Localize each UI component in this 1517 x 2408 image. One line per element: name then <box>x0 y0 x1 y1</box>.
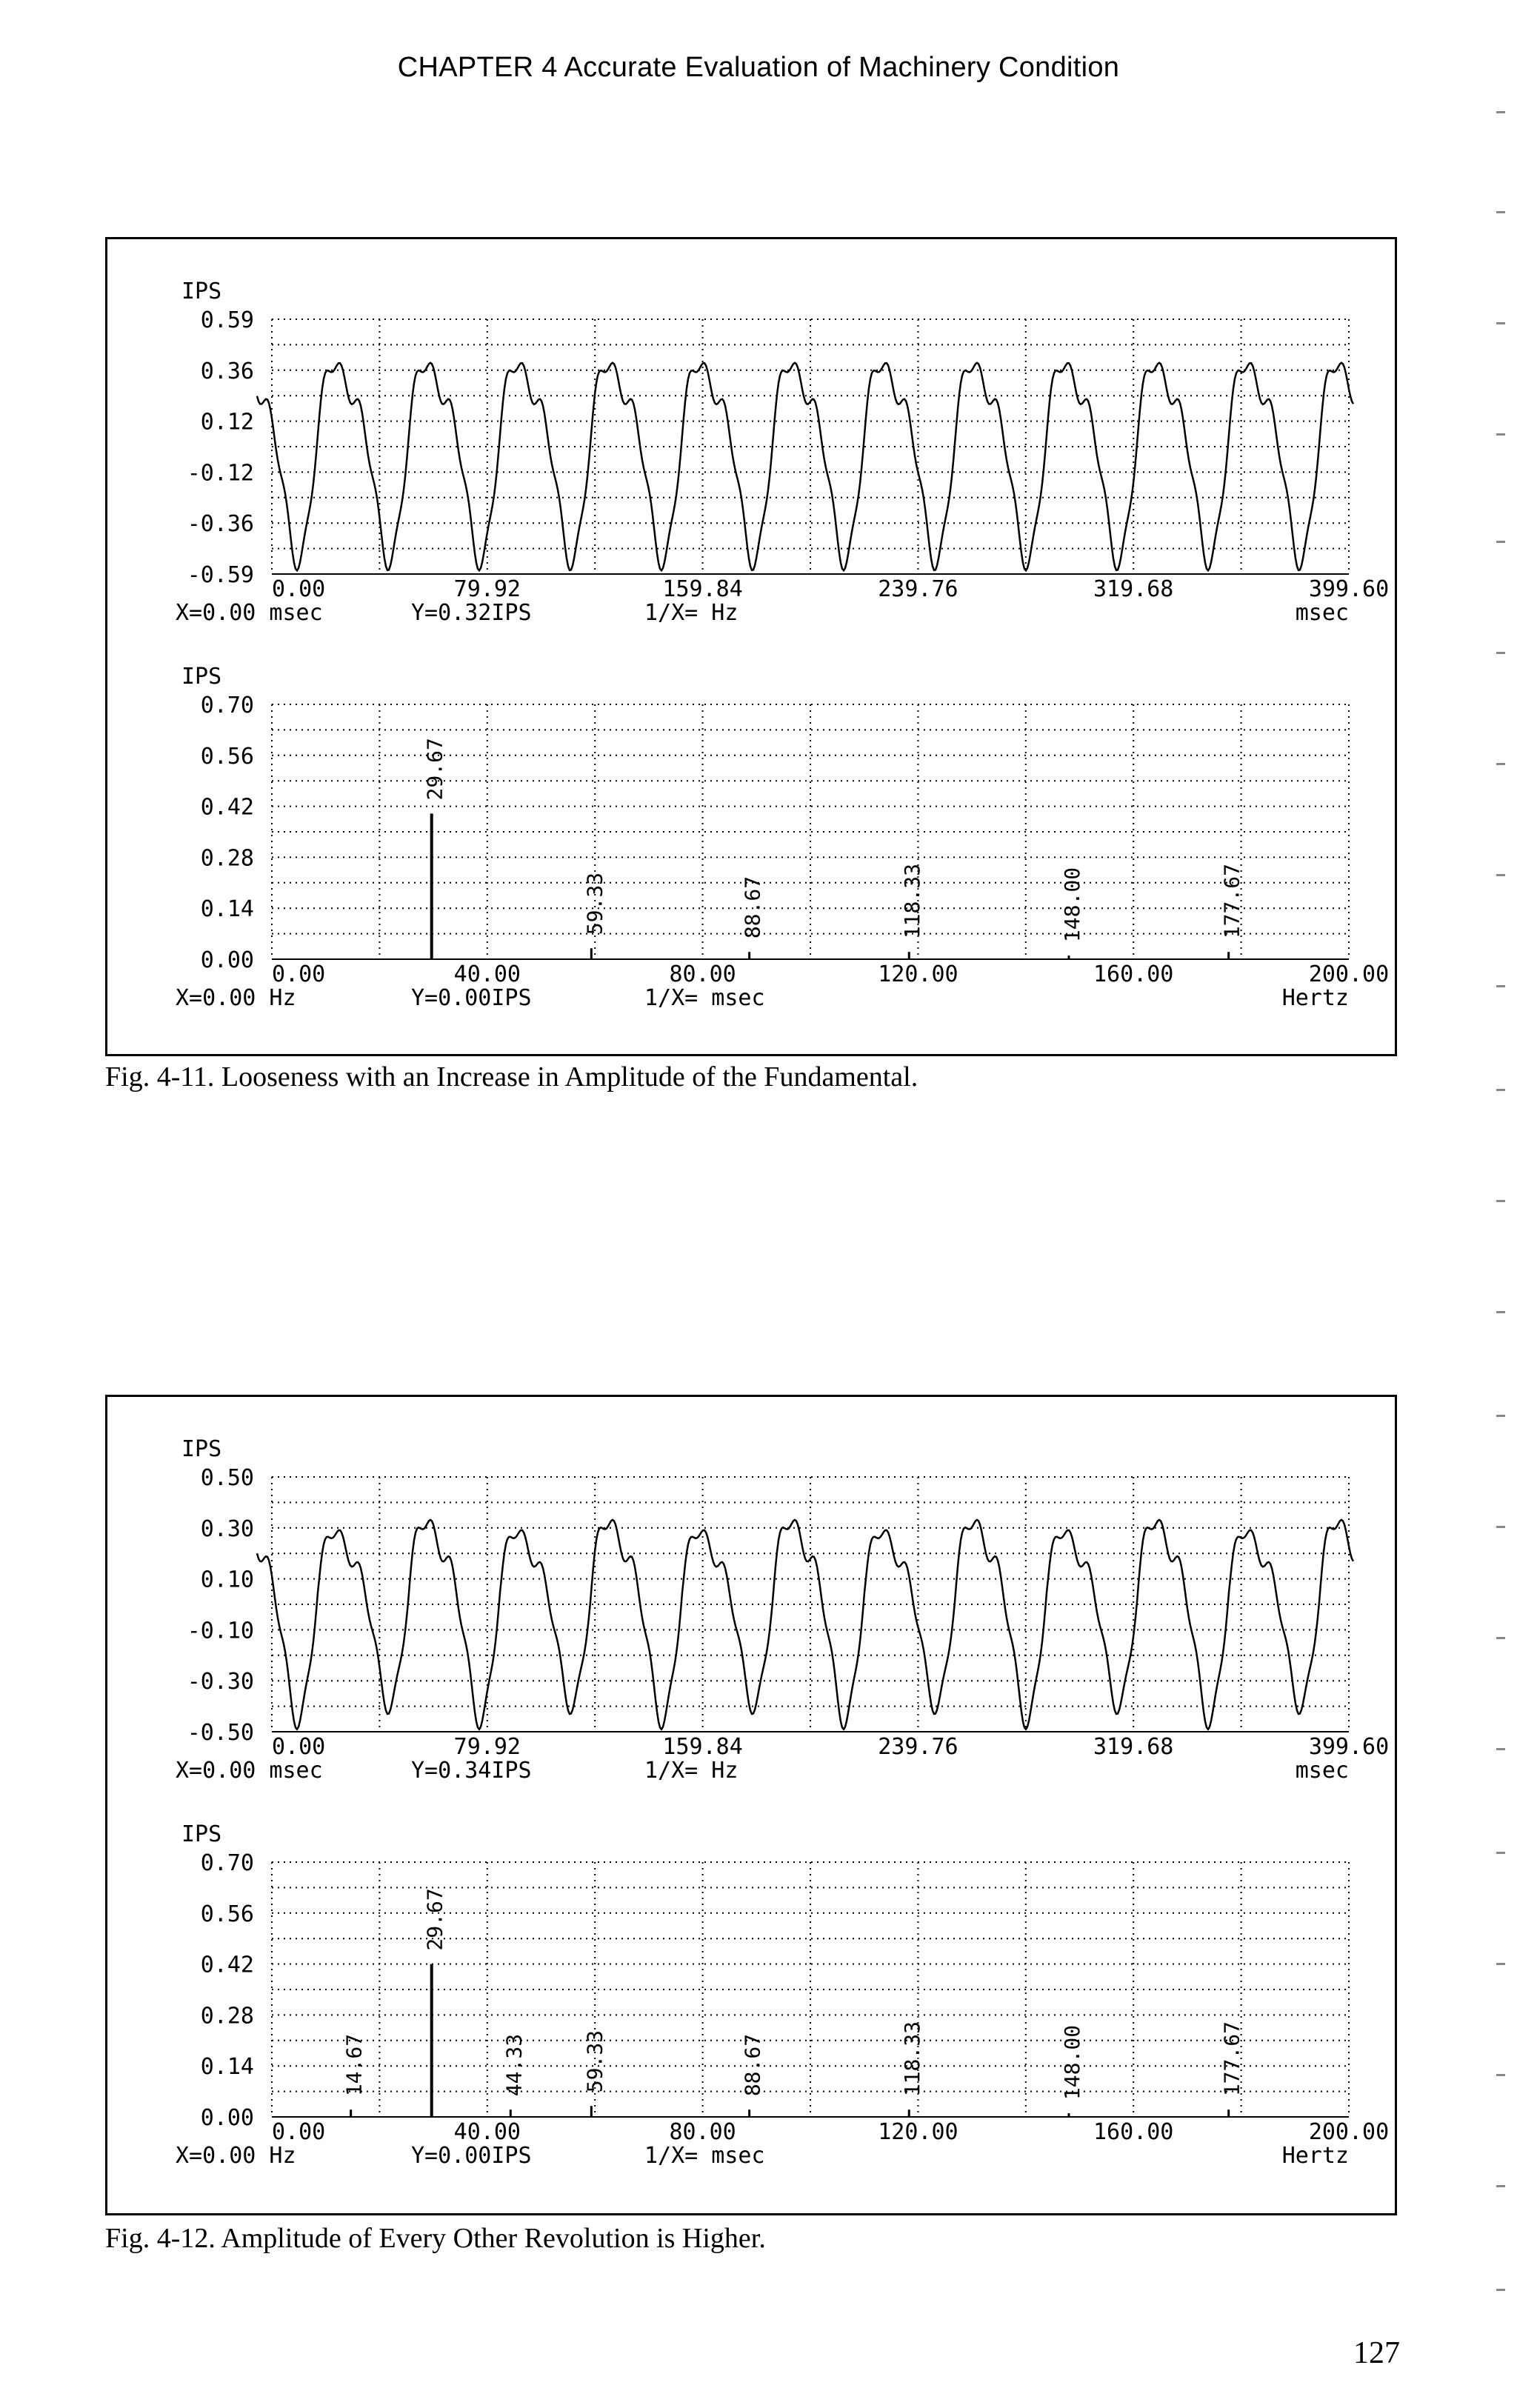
reciprocal-readout: 1/X= msec <box>644 985 765 1011</box>
margin-mark <box>1496 2074 1505 2076</box>
y-tick-label: -0.50 <box>187 1720 254 1746</box>
spectrum-panel <box>176 664 1389 1011</box>
y-tick-label: 0.00 <box>200 947 254 973</box>
y-tick-label: 0.42 <box>200 1952 254 1978</box>
figure-4-11-plots <box>107 239 1395 1054</box>
y-tick-label: 0.30 <box>200 1515 254 1542</box>
margin-mark <box>1496 1748 1505 1750</box>
reciprocal-readout: 1/X= Hz <box>644 1758 739 1784</box>
y-tick-label: -0.30 <box>187 1669 254 1695</box>
margin-mark <box>1496 211 1505 213</box>
cursor-x-readout: X=0.00 msec <box>176 1758 323 1784</box>
x-tick-label: 200.00 <box>1308 2119 1390 2145</box>
figure-4-12-caption: Fig. 4-12. Amplitude of Every Other Revolution is Higher. <box>105 2223 766 2254</box>
margin-mark <box>1496 1200 1505 1202</box>
cursor-x-readout: X=0.00 Hz <box>176 985 296 1011</box>
y-unit-label: IPS <box>181 664 222 690</box>
x-tick-label: 159.84 <box>662 1734 743 1760</box>
cursor-y-readout: Y=0.00IPS <box>411 2143 532 2169</box>
time-waveform-trace <box>257 1520 1353 1730</box>
peak-frequency-label: 148.00 <box>1059 2024 1084 2101</box>
y-tick-label: 0.10 <box>200 1567 254 1593</box>
margin-mark <box>1496 111 1505 113</box>
time-waveform-trace <box>257 363 1353 570</box>
margin-mark <box>1496 1415 1505 1417</box>
x-tick-label: 79.92 <box>453 1734 521 1760</box>
y-tick-label: 0.59 <box>200 307 254 333</box>
margin-mark <box>1496 322 1505 324</box>
y-unit-label: IPS <box>181 1821 222 1847</box>
x-tick-label: 0.00 <box>272 576 326 602</box>
x-tick-label: 40.00 <box>453 2119 521 2145</box>
margin-mark <box>1496 2289 1505 2291</box>
peak-frequency-label: 44.33 <box>501 2033 527 2097</box>
page-number: 127 <box>1353 2336 1400 2370</box>
x-tick-label: 79.92 <box>453 576 521 602</box>
margin-mark <box>1496 652 1505 654</box>
y-tick-label: 0.36 <box>200 358 254 384</box>
margin-mark <box>1496 1852 1505 1854</box>
peak-frequency-label: 118.33 <box>900 2021 925 2097</box>
peak-frequency-label: 148.00 <box>1059 867 1084 943</box>
cursor-x-readout: X=0.00 msec <box>176 600 323 626</box>
y-unit-label: IPS <box>181 279 222 304</box>
peak-frequency-label: 59.33 <box>582 2030 607 2093</box>
margin-mark <box>1496 433 1505 436</box>
x-tick-label: 239.76 <box>878 1734 958 1760</box>
y-tick-label: 0.28 <box>200 2003 254 2030</box>
x-unit-label: msec <box>1295 600 1349 626</box>
x-tick-label: 319.68 <box>1093 576 1174 602</box>
x-tick-label: 399.60 <box>1308 1734 1390 1760</box>
x-unit-label: Hertz <box>1281 2143 1349 2169</box>
margin-mark <box>1496 985 1505 987</box>
margin-mark <box>1496 541 1505 543</box>
reciprocal-readout: 1/X= Hz <box>644 600 739 626</box>
margin-mark <box>1496 1311 1505 1313</box>
cursor-x-readout: X=0.00 Hz <box>176 2143 296 2169</box>
time-waveform-panel <box>176 1436 1389 1784</box>
figure-4-11-frame <box>105 237 1397 1056</box>
x-tick-label: 319.68 <box>1093 1734 1174 1760</box>
peak-frequency-label: 29.67 <box>422 738 447 801</box>
peak-frequency-label: 118.33 <box>900 864 925 939</box>
margin-mark <box>1496 2185 1505 2187</box>
cursor-y-readout: Y=0.34IPS <box>411 1758 532 1784</box>
y-tick-label: 0.14 <box>200 896 254 923</box>
x-tick-label: 0.00 <box>272 961 326 987</box>
x-tick-label: 80.00 <box>669 961 736 987</box>
cursor-y-readout: Y=0.00IPS <box>411 985 532 1011</box>
reciprocal-readout: 1/X= msec <box>644 2143 765 2169</box>
margin-mark <box>1496 1963 1505 1965</box>
y-tick-label: -0.59 <box>187 562 254 588</box>
x-unit-label: Hertz <box>1281 985 1349 1011</box>
x-tick-label: 159.84 <box>662 576 743 602</box>
x-unit-label: msec <box>1295 1758 1349 1784</box>
x-tick-label: 239.76 <box>878 576 958 602</box>
peak-frequency-label: 88.67 <box>740 2033 765 2097</box>
page-header: CHAPTER 4 Accurate Evaluation of Machinery Condition <box>397 52 1120 83</box>
y-tick-label: -0.12 <box>187 460 254 487</box>
peak-frequency-label: 29.67 <box>422 1888 447 1951</box>
figure-4-11-caption: Fig. 4-11. Looseness with an Increase in Amplitude of the Fundamental. <box>105 1061 918 1093</box>
x-tick-label: 399.60 <box>1308 576 1390 602</box>
peak-frequency-label: 14.67 <box>341 2033 367 2097</box>
margin-mark <box>1496 1637 1505 1639</box>
peak-frequency-label: 177.67 <box>1219 864 1244 939</box>
y-tick-label: 0.00 <box>200 2105 254 2131</box>
figure-4-12-frame <box>105 1395 1397 2215</box>
x-tick-label: 200.00 <box>1308 961 1390 987</box>
x-tick-label: 80.00 <box>669 2119 736 2145</box>
x-tick-label: 0.00 <box>272 2119 326 2145</box>
x-tick-label: 120.00 <box>878 2119 958 2145</box>
y-unit-label: IPS <box>181 1436 222 1462</box>
margin-mark <box>1496 1526 1505 1528</box>
y-tick-label: 0.12 <box>200 409 254 436</box>
x-tick-label: 120.00 <box>878 961 958 987</box>
peak-frequency-label: 59.33 <box>582 872 607 935</box>
x-tick-label: 40.00 <box>453 961 521 987</box>
margin-mark <box>1496 763 1505 765</box>
cursor-y-readout: Y=0.32IPS <box>411 600 532 626</box>
y-tick-label: -0.36 <box>187 511 254 538</box>
spectrum-panel <box>176 1821 1389 2169</box>
time-waveform-panel <box>176 279 1389 626</box>
y-tick-label: 0.56 <box>200 1901 254 1927</box>
peak-frequency-label: 177.67 <box>1219 2021 1244 2097</box>
y-tick-label: 0.28 <box>200 845 254 872</box>
peak-frequency-label: 88.67 <box>740 876 765 939</box>
y-tick-label: 0.70 <box>200 693 254 718</box>
y-tick-label: 0.42 <box>200 794 254 821</box>
x-tick-label: 0.00 <box>272 1734 326 1760</box>
y-tick-label: 0.50 <box>200 1465 254 1491</box>
y-tick-label: 0.14 <box>200 2054 254 2081</box>
margin-mark <box>1496 874 1505 876</box>
y-tick-label: 0.70 <box>200 1850 254 1876</box>
figure-4-12-plots <box>107 1397 1395 2213</box>
x-tick-label: 160.00 <box>1093 2119 1174 2145</box>
y-tick-label: 0.56 <box>200 743 254 770</box>
x-tick-label: 160.00 <box>1093 961 1174 987</box>
y-tick-label: -0.10 <box>187 1618 254 1644</box>
margin-mark <box>1496 1089 1505 1091</box>
